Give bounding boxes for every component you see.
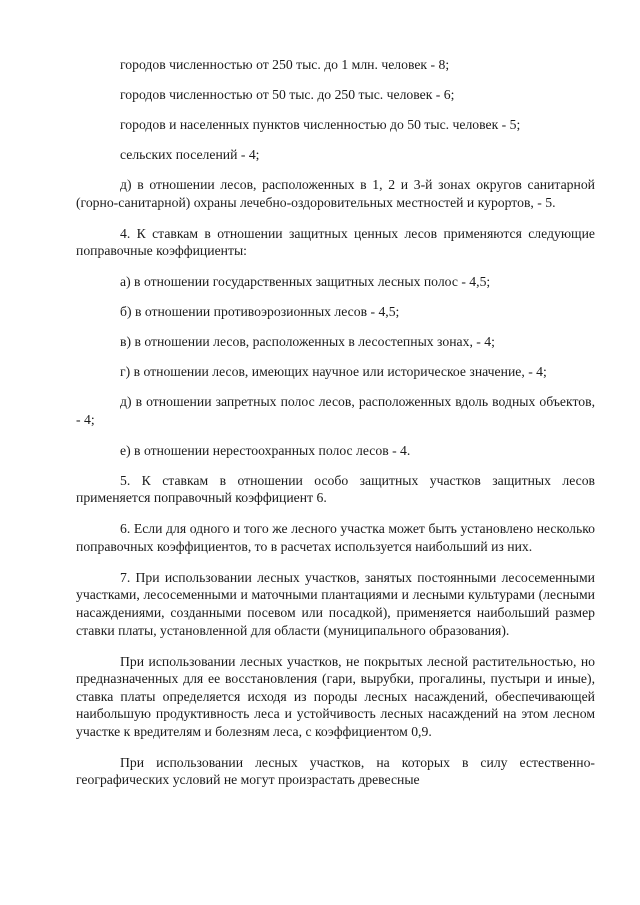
paragraph-12: е) в отношении нерестоохранных полос лесов - 4. <box>120 442 411 458</box>
paragraph-10: г) в отношении лесов, имеющих научное или историческое значение, - 4; <box>120 364 547 380</box>
paragraph-4: сельских поселений - 4; <box>120 146 260 162</box>
paragraph-6: 4. К ставкам в отношении защитных ценных лесов применяются следующие поправочные коэффициенты: <box>76 225 595 259</box>
paragraph-1: городов численностью от 250 тыс. до 1 млн. человек - 8; <box>120 57 450 72</box>
paragraph-13: 5. К ставкам в отношении особо защитных участков защитных лесов применяется поправочный коэффициент 6. <box>76 472 595 506</box>
paragraph-8: б) в отношении противоэрозионных лесов - 4,5; <box>120 304 400 320</box>
paragraph-15: 7. При использовании лесных участков, занятых постоянными лесосеменными участками, лесосеменными и маточными плантациями и лесными культурами (лесными насаждениями, созданными посевом или посадкой), применяется наибольший размер ставки платы, установленной для области (муниципального образования). <box>76 569 595 638</box>
paragraph-9: в) в отношении лесов, расположенных в лесостепных зонах, - 4; <box>120 334 495 350</box>
paragraph-2: городов численностью от 50 тыс. до 250 тыс. человек - 6; <box>120 86 455 102</box>
paragraph-7: а) в отношении государственных защитных лесных полос - 4,5; <box>120 274 491 290</box>
paragraph-16: При использовании лесных участков, не покрытых лесной растительностью, но предназначенных для ее восстановления (гари, вырубки, прогалины, пустыри и иные), ставка платы определяется исходя из породы лесных насаждений, обеспечивающей наибольшую продуктивность леса и устойчивость лесных насаждений на этом лесном участке к вредителям и болезням леса, с коэффициентом 0,9. <box>76 653 595 739</box>
document-page <box>76 56 595 789</box>
paragraph-3: городов и населенных пунктов численностью до 50 тыс. человек - 5; <box>120 116 521 132</box>
paragraph-17: При использовании лесных участков, на которых в силу естественно-географических условий не могут произрастать древесные <box>76 754 595 788</box>
paragraph-14: 6. Если для одного и того же лесного участка может быть установлено несколько поправочных коэффициентов, то в расчетах используется наибольший из них. <box>76 521 595 554</box>
paragraph-11: д) в отношении запретных полос лесов, расположенных вдоль водных объектов, - 4; <box>76 394 595 427</box>
paragraph-5: д) в отношении лесов, расположенных в 1, 2 и 3-й зонах округов санитарной (горно-санитарной) охраны лечебно-оздоровительных местностей и курортов, - 5. <box>76 176 595 210</box>
